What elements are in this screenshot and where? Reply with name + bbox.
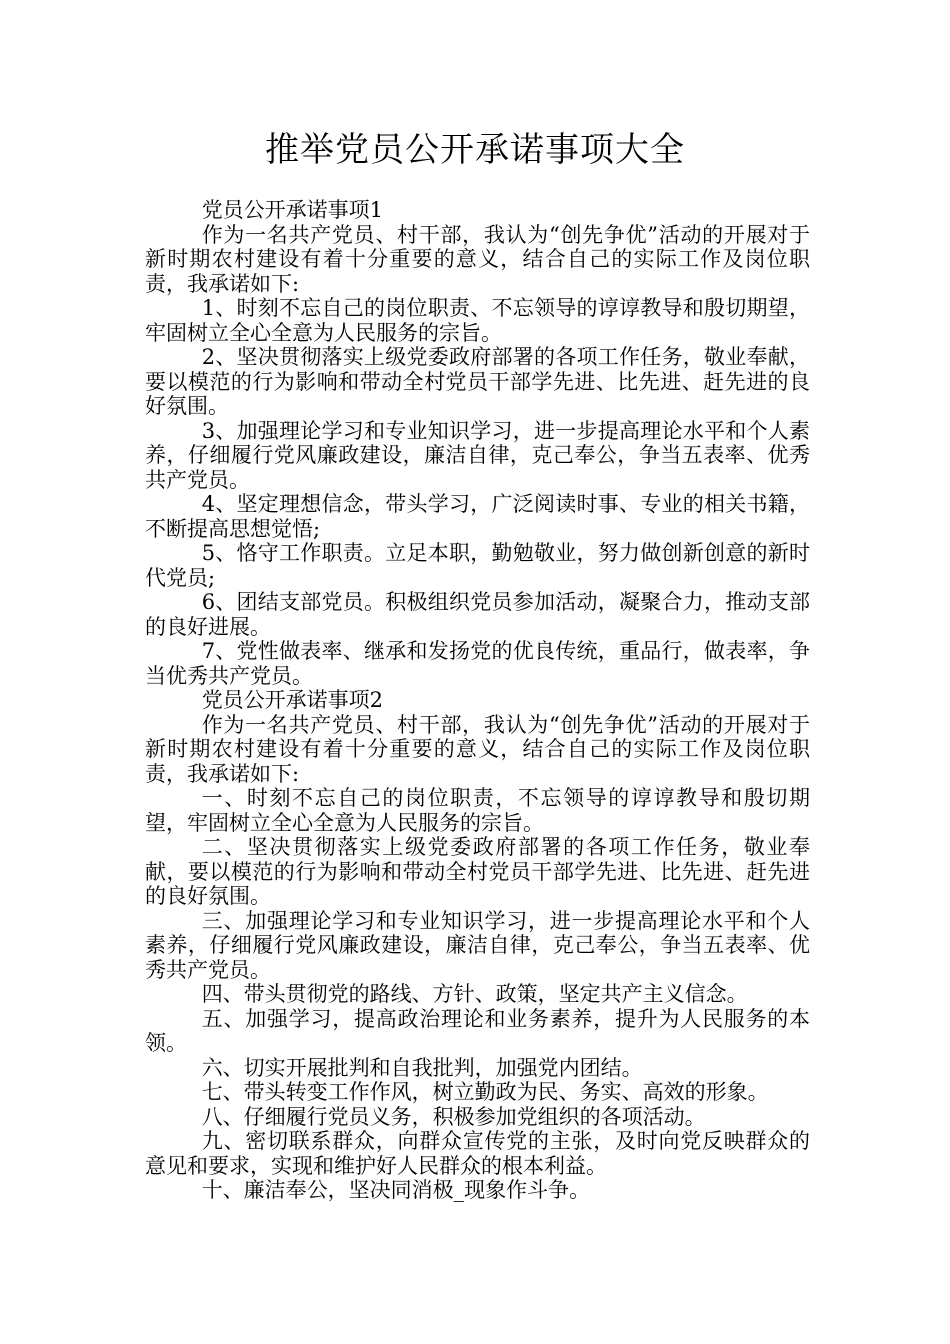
intro-paragraph-1: 作为一名共产党员、村干部，我认为“创先争优”活动的开展对于新时期农村建设有着十分重要的意义，结合自己的实际工作及岗位职责，我承诺如下: bbox=[145, 222, 810, 296]
pledge-item-1-7: 7、党性做表率、继承和发扬党的优良传统，重品行，做表率，争当优秀共产党员。 bbox=[145, 639, 810, 688]
section-heading-1: 党员公开承诺事项1 bbox=[201, 198, 384, 222]
pledge-item-1-4: 4、坚定理想信念，带头学习，广泛阅读时事、专业的相关书籍，不断提高思想觉悟; bbox=[145, 492, 810, 541]
pledge-item-2-10: 十、廉洁奉公，坚决同消极_现象作斗争。 bbox=[201, 1178, 591, 1202]
pledge-item-2-4: 四、带头贯彻党的路线、方针、政策，坚定共产主义信念。 bbox=[201, 982, 748, 1006]
pledge-item-2-1: 一、时刻不忘自己的岗位职责，不忘领导的谆谆教导和殷切期望，牢固树立全心全意为人民服务的宗旨。 bbox=[145, 786, 810, 835]
document-title: 推举党员公开承诺事项大全 bbox=[265, 130, 685, 170]
pledge-item-2-2: 二、坚决贯彻落实上级党委政府部署的各项工作任务，敬业奉献，要以模范的行为影响和带动全村党员干部学先进、比先进、赶先进的良好氛围。 bbox=[145, 835, 810, 908]
pledge-item-2-7: 七、带头转变工作作风，树立勤政为民、务实、高效的形象。 bbox=[201, 1080, 769, 1104]
pledge-item-1-5: 5、恪守工作职责。立足本职，勤勉敬业，努力做创新创意的新时代党员; bbox=[145, 541, 810, 590]
pledge-item-1-2: 2、坚决贯彻落实上级党委政府部署的各项工作任务，敬业奉献，要以模范的行为影响和带动全村党员干部学先进、比先进、赶先进的良好氛围。 bbox=[145, 345, 810, 418]
pledge-item-1-3: 3、加强理论学习和专业知识学习，进一步提高理论水平和个人素养，仔细履行党风廉政建设，廉洁自律，克己奉公，争当五表率、优秀共产党员。 bbox=[145, 418, 810, 492]
section-heading-2: 党员公开承诺事项2 bbox=[201, 688, 384, 712]
pledge-item-2-5: 五、加强学习，提高政治理论和业务素养，提升为人民服务的本领。 bbox=[145, 1006, 810, 1055]
pledge-item-2-9: 九、密切联系群众，向群众宣传党的主张，及时向党反映群众的意见和要求，实现和维护好人民群众的根本利益。 bbox=[145, 1129, 810, 1178]
intro-paragraph-2: 作为一名共产党员、村干部，我认为“创先争优”活动的开展对于新时期农村建设有着十分重要的意义，结合自己的实际工作及岗位职责，我承诺如下: bbox=[145, 712, 810, 786]
pledge-item-2-8: 八、仔细履行党员义务，积极参加党组织的各项活动。 bbox=[201, 1104, 706, 1129]
pledge-item-1-1: 1、时刻不忘自己的岗位职责、不忘领导的谆谆教导和殷切期望，牢固树立全心全意为人民服务的宗旨。 bbox=[145, 296, 810, 345]
pledge-item-2-3: 三、加强理论学习和专业知识学习，进一步提高理论水平和个人素养，仔细履行党风廉政建设，廉洁自律，克己奉公，争当五表率、优秀共产党员。 bbox=[145, 908, 810, 982]
pledge-item-1-6: 6、团结支部党员。积极组织党员参加活动，凝聚合力，推动支部的良好进展。 bbox=[145, 590, 810, 639]
document-body bbox=[145, 198, 810, 1203]
pledge-item-2-6: 六、切实开展批判和自我批判，加强党内团结。 bbox=[201, 1055, 643, 1080]
